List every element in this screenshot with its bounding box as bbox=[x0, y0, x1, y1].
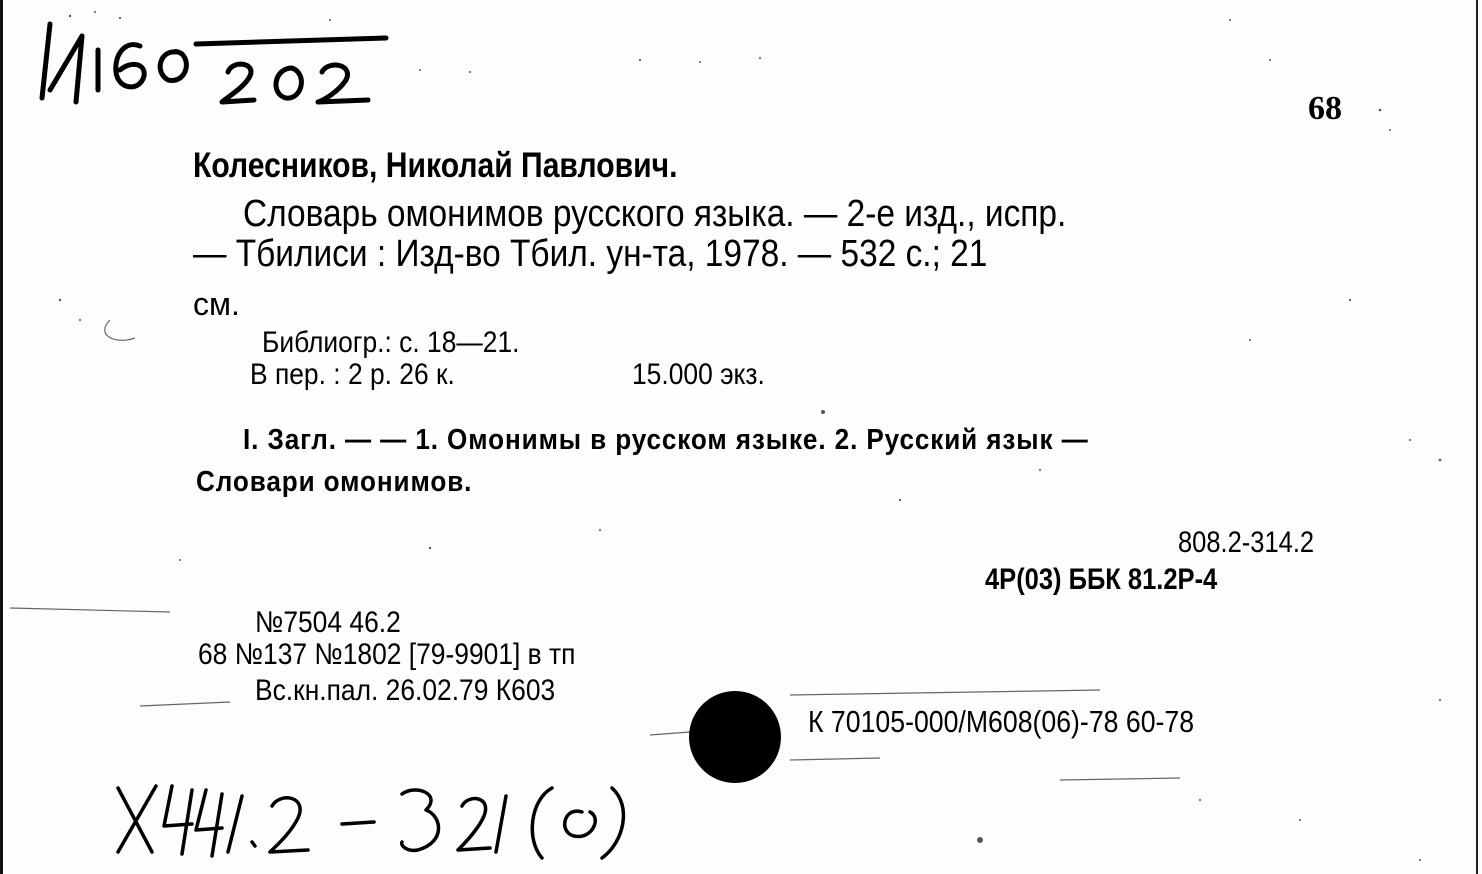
copies-note: 15.000 экз. bbox=[632, 358, 765, 391]
tracings-line: Словари омонимов. bbox=[196, 466, 473, 498]
bbk-code: 4Р(03) ББК 81.2Р-4 bbox=[985, 563, 1218, 596]
udc-code: 808.2-314.2 bbox=[1178, 526, 1315, 559]
bibliography-note: Библиогр.: с. 18—21. bbox=[262, 326, 520, 359]
description-line: Словарь омонимов русского языка. — 2-е изд., испр. bbox=[243, 193, 1067, 235]
description-line: см. bbox=[193, 286, 240, 322]
technical-line: 68 №137 №1802 [79-9901] в тп bbox=[198, 638, 576, 671]
technical-line: №7504 46.2 bbox=[255, 606, 401, 639]
tracings-line: I. Загл. — — 1. Омонимы в русском языке. 2. Русский язык — bbox=[243, 424, 1089, 456]
description-line: — Тбилиси : Изд-во Тбил. ун-та, 1978. — 532 с.; 21 bbox=[193, 233, 988, 275]
author-heading: Колесников, Николай Павлович. bbox=[193, 146, 678, 185]
punch-hole bbox=[689, 691, 781, 783]
handwritten-inventory-number bbox=[36, 10, 396, 110]
index-code: К 70105-000/М608(06)-78 60-78 bbox=[808, 704, 1195, 739]
card-number: 68 bbox=[1308, 90, 1342, 127]
handwritten-shelfmark bbox=[112, 766, 652, 866]
technical-line: Вс.кн.пал. 26.02.79 К603 bbox=[255, 674, 556, 707]
price-note: В пер. : 2 р. 26 к. bbox=[250, 358, 455, 391]
